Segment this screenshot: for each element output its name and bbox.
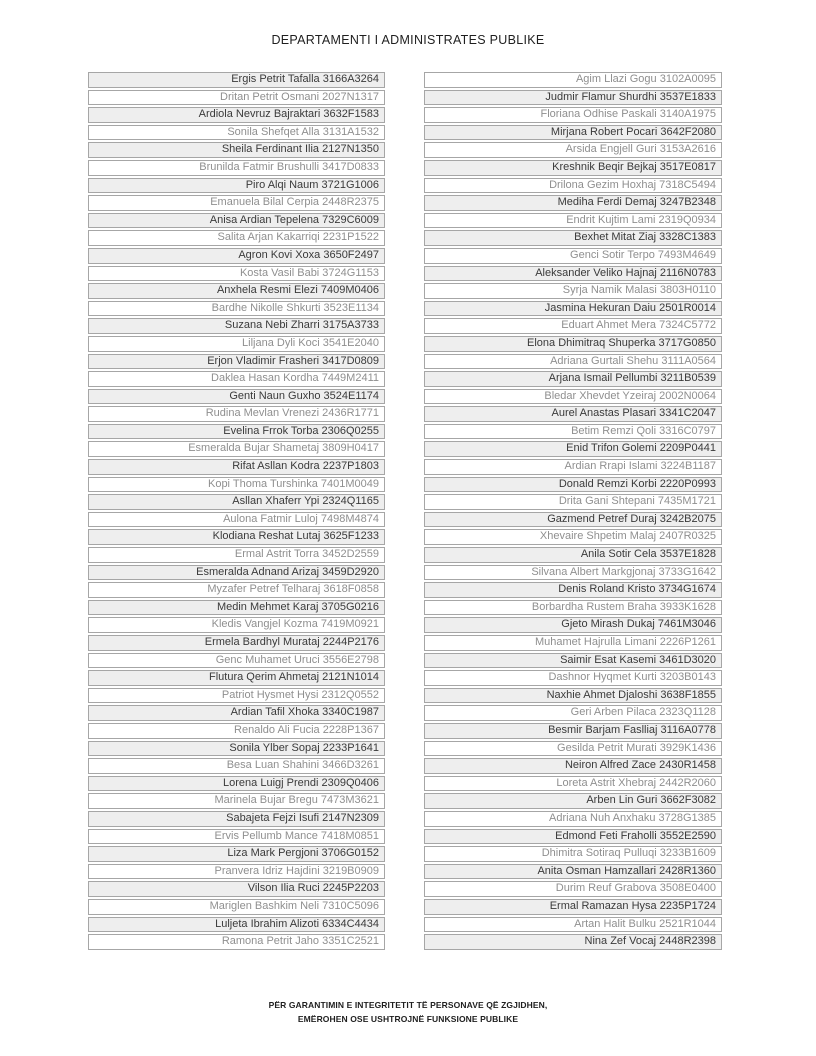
table-row: Ardian Tafil Xhoka 3340C1987 (88, 705, 385, 721)
table-row: Loreta Astrit Xhebraj 2442R2060 (424, 776, 722, 792)
table-row: Evelina Frrok Torba 2306Q0255 (88, 424, 385, 440)
table-row: Besmir Barjam Faslliaj 3116A0778 (424, 723, 722, 739)
table-row: Myzafer Petref Telharaj 3618F0858 (88, 582, 385, 598)
table-row: Daklea Hasan Kordha 7449M2411 (88, 371, 385, 387)
table-row: Klodiana Reshat Lutaj 3625F1233 (88, 529, 385, 545)
table-row: Arsida Engjell Guri 3153A2616 (424, 142, 722, 158)
table-row: Dhimitra Sotiraq Pulluqi 3233B1609 (424, 846, 722, 862)
table-row: Anita Osman Hamzallari 2428R1360 (424, 864, 722, 880)
table-row: Borbardha Rustem Braha 3933K1628 (424, 600, 722, 616)
table-row: Esmeralda Bujar Shametaj 3809H0417 (88, 441, 385, 457)
table-row: Aurel Anastas Plasari 3341C2047 (424, 406, 722, 422)
table-row: Sabajeta Fejzi Isufi 2147N2309 (88, 811, 385, 827)
table-row: Gjeto Mirash Dukaj 7461M3046 (424, 617, 722, 633)
table-row: Aulona Fatmir Luloj 7498M4874 (88, 512, 385, 528)
table-row: Jasmina Hekuran Daiu 2501R0014 (424, 301, 722, 317)
table-row: Bardhe Nikolle Shkurti 3523E1134 (88, 301, 385, 317)
table-row: Dashnor Hyqmet Kurti 3203B0143 (424, 670, 722, 686)
table-row: Neiron Alfred Zace 2430R1458 (424, 758, 722, 774)
table-row: Renaldo Ali Fucia 2228P1367 (88, 723, 385, 739)
page-title: DEPARTAMENTI I ADMINISTRATES PUBLIKE (271, 33, 545, 47)
table-row: Marinela Bujar Bregu 7473M3621 (88, 793, 385, 809)
table-row: Ergis Petrit Tafalla 3166A3264 (88, 72, 385, 88)
table-row: Sonila Shefqet Alla 3131A1532 (88, 125, 385, 141)
table-row: Elona Dhimitraq Shuperka 3717G0850 (424, 336, 722, 352)
table-row: Esmeralda Adnand Arizaj 3459D2920 (88, 565, 385, 581)
table-row: Donald Remzi Korbi 2220P0993 (424, 477, 722, 493)
table-row: Ardian Rrapi Islami 3224B1187 (424, 459, 722, 475)
table-row: Besa Luan Shahini 3466D3261 (88, 758, 385, 774)
table-row: Denis Roland Kristo 3734G1674 (424, 582, 722, 598)
table-row: Saimir Esat Kasemi 3461D3020 (424, 653, 722, 669)
table-row: Ardiola Nevruz Bajraktari 3632F1583 (88, 107, 385, 123)
table-row: Durim Reuf Grabova 3508E0400 (424, 881, 722, 897)
table-row: Artan Halit Bulku 2521R1044 (424, 917, 722, 933)
table-row: Sonila Ylber Sopaj 2233P1641 (88, 741, 385, 757)
footer-line-2: EMËROHEN OSE USHTROJNË FUNKSIONE PUBLIKE (297, 1014, 519, 1024)
table-row: Geri Arben Pilaca 2323Q1128 (424, 705, 722, 721)
table-row: Rudina Mevlan Vrenezi 2436R1771 (88, 406, 385, 422)
table-row: Floriana Odhise Paskali 3140A1975 (424, 107, 722, 123)
table-row: Aleksander Veliko Hajnaj 2116N0783 (424, 266, 722, 282)
footer-note (0, 998, 816, 1026)
table-row: Silvana Albert Markgjonaj 3733G1642 (424, 565, 722, 581)
table-row: Arben Lin Guri 3662F3082 (424, 793, 722, 809)
table-row: Asllan Xhaferr Ypi 2324Q1165 (88, 494, 385, 510)
table-row: Enid Trifon Golemi 2209P0441 (424, 441, 722, 457)
table-row: Flutura Qerim Ahmetaj 2121N1014 (88, 670, 385, 686)
table-row: Agron Kovi Xoxa 3650F2497 (88, 248, 385, 264)
table-row: Endrit Kujtim Lami 2319Q0934 (424, 213, 722, 229)
table-row: Emanuela Bilal Cerpia 2448R2375 (88, 195, 385, 211)
table-row: Anisa Ardian Tepelena 7329C6009 (88, 213, 385, 229)
table-row: Ermal Astrit Torra 3452D2559 (88, 547, 385, 563)
table-row: Mirjana Robert Pocari 3642F2080 (424, 125, 722, 141)
table-row: Bledar Xhevdet Yzeiraj 2002N0064 (424, 389, 722, 405)
table-row: Mediha Ferdi Demaj 3247B2348 (424, 195, 722, 211)
table-row: Medin Mehmet Karaj 3705G0216 (88, 600, 385, 616)
table-row: Patriot Hysmet Hysi 2312Q0552 (88, 688, 385, 704)
table-row: Adriana Nuh Anxhaku 3728G1385 (424, 811, 722, 827)
table-row: Syrja Namik Malasi 3803H0110 (424, 283, 722, 299)
table-row: Piro Alqi Naum 3721G1006 (88, 178, 385, 194)
table-row: Genti Naun Guxho 3524E1174 (88, 389, 385, 405)
footer-line-1: PËR GARANTIMIN E INTEGRITETIT TË PERSONAVE QË ZGJIDHEN, (268, 1000, 548, 1010)
table-row: Lorena Luigj Prendi 2309Q0406 (88, 776, 385, 792)
table-row: Gazmend Petref Duraj 3242B2075 (424, 512, 722, 528)
table-row: Arjana Ismail Pellumbi 3211B0539 (424, 371, 722, 387)
table-row: Salita Arjan Kakarriqi 2231P1522 (88, 230, 385, 246)
table-row: Liza Mark Pergjoni 3706G0152 (88, 846, 385, 862)
table-row: Rifat Asllan Kodra 2237P1803 (88, 459, 385, 475)
table-row: Kosta Vasil Babi 3724G1153 (88, 266, 385, 282)
table-row: Ermela Bardhyl Murataj 2244P2176 (88, 635, 385, 651)
table-row: Naxhie Ahmet Djaloshi 3638F1855 (424, 688, 722, 704)
table-row: Luljeta Ibrahim Alizoti 6334C4434 (88, 917, 385, 933)
table-row: Anila Sotir Cela 3537E1828 (424, 547, 722, 563)
table-row: Suzana Nebi Zharri 3175A3733 (88, 318, 385, 334)
table-row: Edmond Feti Fraholli 3552E2590 (424, 829, 722, 845)
table-row: Xhevaire Shpetim Malaj 2407R0325 (424, 529, 722, 545)
table-row: Mariglen Bashkim Neli 7310C5096 (88, 899, 385, 915)
table-row: Brunilda Fatmir Brushulli 3417D0833 (88, 160, 385, 176)
table-row: Muhamet Hajrulla Limani 2226P1261 (424, 635, 722, 651)
table-row: Drita Gani Shtepani 7435M1721 (424, 494, 722, 510)
table-row: Kledis Vangjel Kozma 7419M0921 (88, 617, 385, 633)
table-row: Anxhela Resmi Elezi 7409M0406 (88, 283, 385, 299)
table-row: Nina Zef Vocaj 2448R2398 (424, 934, 722, 950)
name-list-left-column (88, 72, 385, 952)
name-list-right-column (424, 72, 722, 952)
table-row: Gesilda Petrit Murati 3929K1436 (424, 741, 722, 757)
table-row: Adriana Gurtali Shehu 3111A0564 (424, 354, 722, 370)
table-row: Ermal Ramazan Hysa 2235P1724 (424, 899, 722, 915)
table-row: Agim Llazi Gogu 3102A0095 (424, 72, 722, 88)
table-row: Judmir Flamur Shurdhi 3537E1833 (424, 90, 722, 106)
table-row: Eduart Ahmet Mera 7324C5772 (424, 318, 722, 334)
table-row: Vilson Ilia Ruci 2245P2203 (88, 881, 385, 897)
table-row: Drilona Gezim Hoxhaj 7318C5494 (424, 178, 722, 194)
table-row: Kreshnik Beqir Bejkaj 3517E0817 (424, 160, 722, 176)
table-row: Genci Sotir Terpo 7493M4649 (424, 248, 722, 264)
table-row: Ervis Pellumb Mance 7418M0851 (88, 829, 385, 845)
table-row: Genc Muhamet Uruci 3556E2798 (88, 653, 385, 669)
table-row: Liljana Dyli Koci 3541E2040 (88, 336, 385, 352)
table-row: Bexhet Mitat Ziaj 3328C1383 (424, 230, 722, 246)
table-row: Pranvera Idriz Hajdini 3219B0909 (88, 864, 385, 880)
table-row: Sheila Ferdinant Ilia 2127N1350 (88, 142, 385, 158)
table-row: Ramona Petrit Jaho 3351C2521 (88, 934, 385, 950)
table-row: Erjon Vladimir Frasheri 3417D0809 (88, 354, 385, 370)
table-row: Dritan Petrit Osmani 2027N1317 (88, 90, 385, 106)
table-row: Kopi Thoma Turshinka 7401M0049 (88, 477, 385, 493)
table-row: Betim Remzi Qoli 3316C0797 (424, 424, 722, 440)
